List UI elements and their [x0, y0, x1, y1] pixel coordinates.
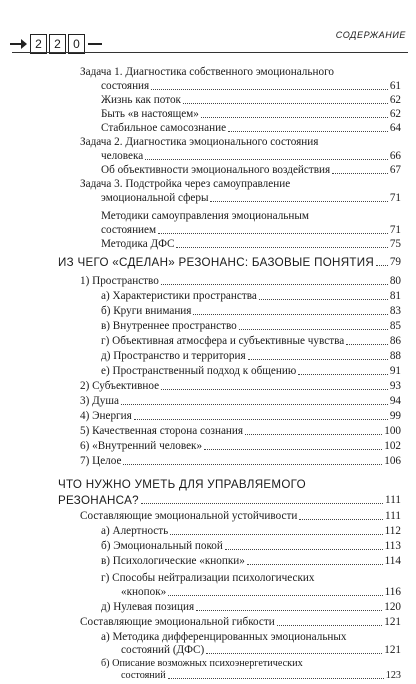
toc-text: г) Объективная атмосфера и субъективные чувства: [101, 335, 345, 347]
toc-text: Методика ДФС: [101, 238, 175, 250]
toc-entry: [101, 572, 401, 585]
toc-entry: [101, 150, 401, 163]
toc-text: Методики самоуправления эмоциональным: [101, 210, 309, 222]
toc-page: 121: [384, 616, 401, 628]
toc-page: 100: [384, 425, 401, 437]
toc-entry: [121, 586, 401, 599]
toc-entry: [101, 210, 401, 223]
toc-text: б) Эмоциональный покой: [101, 540, 223, 552]
toc-text: 7) Целое: [80, 455, 122, 467]
toc-entry: [101, 290, 401, 303]
toc-text: б) Круги внимания: [101, 305, 192, 317]
toc-text: Об объективности эмоционального воздействия: [101, 164, 331, 176]
toc-text: Стабильное самосознание: [101, 122, 227, 134]
toc-text: 2) Субъективное: [80, 380, 160, 392]
toc-page: 120: [384, 601, 401, 613]
toc-page: 71: [389, 224, 401, 236]
toc-text: Составляющие эмоциональной устойчивости: [80, 510, 298, 522]
page-number: [30, 34, 87, 54]
toc-entry: [101, 350, 401, 363]
toc-entry: [80, 178, 400, 191]
toc-page: 64: [389, 122, 401, 134]
toc-entry: [101, 525, 401, 538]
toc-text: а) Методика дифференцированных эмоциональных: [101, 631, 347, 643]
toc-page: 85: [389, 320, 401, 332]
toc-text: Задача 3. Подстройка через самоуправление: [80, 178, 291, 190]
toc-page: 111: [385, 494, 401, 506]
toc-page: 79: [389, 256, 401, 268]
toc-section-heading: [58, 494, 401, 507]
toc-entry: [101, 305, 401, 318]
toc-entry: [80, 510, 401, 523]
toc-entry: [80, 380, 401, 393]
page-digit: 2: [49, 34, 66, 54]
toc-page: 106: [384, 455, 401, 467]
toc-text: 3) Душа: [80, 395, 119, 407]
toc-text: Составляющие эмоциональной гибкости: [80, 616, 275, 628]
toc-entry: [80, 395, 401, 408]
toc-page: 102: [384, 440, 401, 452]
toc-page: 88: [389, 350, 401, 362]
toc-page: 111: [385, 510, 401, 522]
toc-entry: [101, 164, 401, 177]
toc-text: Задача 2. Диагностика эмоционального состояния: [80, 136, 319, 148]
toc-text: а) Алертность: [101, 525, 169, 537]
toc-entry: [101, 80, 401, 93]
toc-entry: [121, 670, 401, 682]
toc-entry: [80, 425, 401, 438]
toc-text: состоянием: [101, 224, 157, 236]
toc-page: 61: [389, 80, 401, 92]
toc-page: 91: [389, 365, 401, 377]
toc-entry: [101, 122, 401, 135]
toc-page: 93: [389, 380, 401, 392]
toc-text: «кнопок»: [121, 586, 167, 598]
toc-entry: [101, 320, 401, 333]
header-rule: [12, 52, 408, 53]
toc-text: д) Нулевая позиция: [101, 601, 195, 613]
toc-entry: [101, 224, 401, 237]
toc-text: ИЗ ЧЕГО «СДЕЛАН» РЕЗОНАНС: БАЗОВЫЕ ПОНЯТИЯ: [58, 256, 375, 269]
toc-text: Жизнь как поток: [101, 94, 181, 106]
toc-entry: [80, 616, 401, 629]
section-title: СОДЕРЖАНИЕ: [335, 30, 406, 40]
toc-text: состояния: [101, 80, 150, 92]
toc-entry: [121, 644, 401, 657]
toc-text: 4) Энергия: [80, 410, 132, 422]
toc-text: а) Характеристики пространства: [101, 290, 257, 302]
toc-text: Быть «в настоящем»: [101, 108, 199, 120]
toc-page: 62: [389, 94, 401, 106]
toc-entry: [101, 238, 401, 251]
toc-section-heading: [58, 256, 401, 269]
toc-text: 5) Качественная сторона сознания: [80, 425, 244, 437]
toc-entry: [80, 136, 400, 149]
toc-text: ЧТО НУЖНО УМЕТЬ ДЛЯ УПРАВЛЯЕМОГО: [58, 478, 306, 491]
toc-page: 116: [384, 586, 401, 598]
page-digit: 0: [68, 34, 85, 54]
toc-page: 80: [389, 275, 401, 287]
toc-page: 112: [384, 525, 401, 537]
toc-page: 75: [389, 238, 401, 250]
toc-text: 6) «Внутренний человек»: [80, 440, 203, 452]
toc-entry: [101, 94, 401, 107]
toc-entry: [101, 555, 401, 568]
toc-page: 94: [389, 395, 401, 407]
toc-text: 1) Пространство: [80, 275, 159, 287]
toc-entry: [101, 540, 401, 553]
toc-page: 121: [384, 644, 401, 656]
toc-page: 81: [389, 290, 401, 302]
toc-text: Задача 1. Диагностика собственного эмоционального: [80, 66, 334, 78]
toc-entry: [80, 455, 401, 468]
toc-page: 62: [389, 108, 401, 120]
toc-page: 71: [389, 192, 401, 204]
toc-page: 114: [384, 555, 401, 567]
toc-text: состояний (ДФС): [121, 644, 205, 656]
toc-page: 67: [389, 164, 401, 176]
toc-text: б) Описание возможных психоэнергетических: [101, 658, 303, 669]
toc-entry: [101, 657, 401, 670]
toc-text: РЕЗОНАНСА?: [58, 494, 139, 507]
toc-entry: [80, 440, 401, 453]
toc-entry: [80, 410, 401, 423]
toc-text: г) Способы нейтрализации психологических: [101, 572, 315, 584]
toc-text: е) Пространственный подход к общению: [101, 365, 297, 377]
header-dash: [88, 43, 102, 45]
toc-text: в) Психологические «кнопки»: [101, 555, 245, 567]
toc-entry: [101, 108, 401, 121]
toc-page: 66: [389, 150, 401, 162]
toc-page: 99: [389, 410, 401, 422]
toc-page: 86: [389, 335, 401, 347]
arrow-icon: [10, 43, 24, 45]
toc-entry: [101, 631, 401, 644]
toc-text: состояний: [121, 670, 166, 681]
toc-text: д) Пространство и территория: [101, 350, 246, 362]
toc-text: эмоциональной сферы: [101, 192, 209, 204]
toc-page: 83: [389, 305, 401, 317]
toc-entry: [80, 275, 401, 288]
toc-text: человека: [101, 150, 144, 162]
toc-entry: [101, 601, 401, 614]
page-digit: 2: [30, 34, 47, 54]
toc-page: 123: [385, 670, 401, 681]
toc-entry: [101, 192, 401, 205]
toc-section-heading: [58, 478, 401, 491]
toc-entry: [101, 335, 401, 348]
toc-text: в) Внутреннее пространство: [101, 320, 237, 332]
toc-entry: [101, 365, 401, 378]
toc-entry: [80, 66, 400, 79]
toc-page: 113: [384, 540, 401, 552]
